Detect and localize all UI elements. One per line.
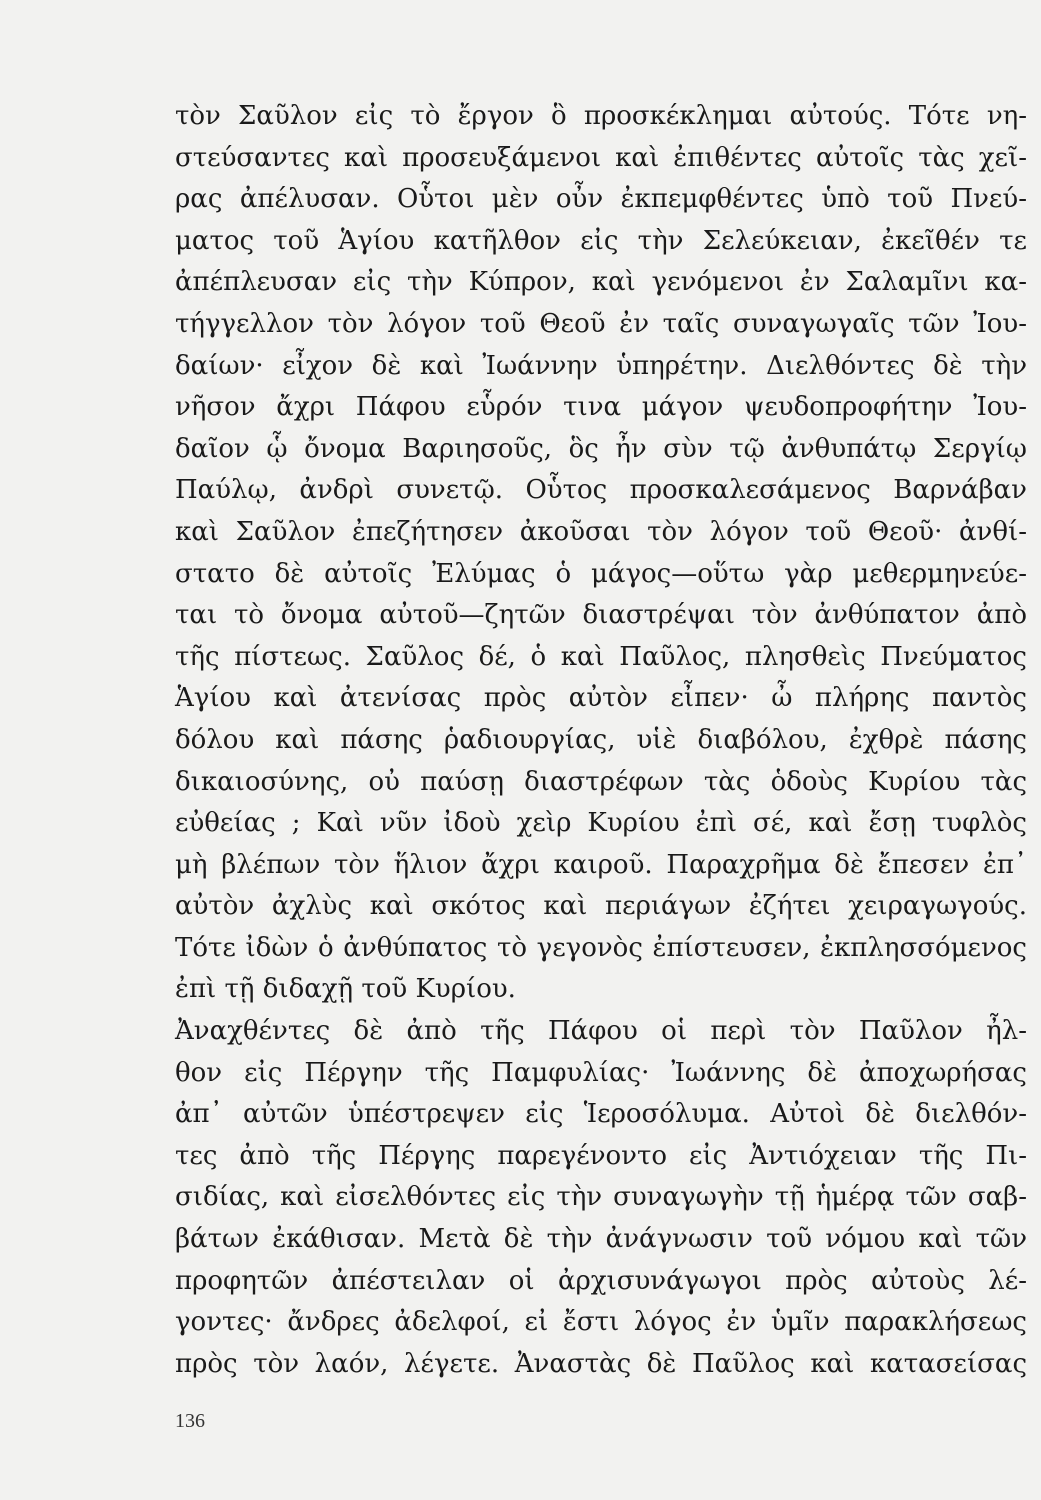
text-line: ἀπ᾽ αὐτῶν ὑπέστρεψεν εἰς Ἱεροσόλυμα. Αὐτοὶ δὲ διελθόν- bbox=[175, 1099, 1027, 1130]
text-line: καὶ Σαῦλον ἐπεζήτησεν ἀκοῦσαι τὸν λόγον τοῦ Θεοῦ· ἀνθί- bbox=[175, 516, 1027, 547]
body-text bbox=[175, 96, 1027, 1385]
text-line: στατο δὲ αὐτοῖς Ἐλύμας ὁ μάγος—οὕτω γὰρ μεθερμηνεύε- bbox=[175, 558, 1027, 589]
text-line: δόλου καὶ πάσης ῥαδιουργίας, υἱὲ διαβόλου, ἐχθρὲ πάσης bbox=[175, 724, 1027, 755]
text-line: Τότε ἰδὼν ὁ ἀνθύπατος τὸ γεγονὸς ἐπίστευσεν, ἐκπλησσόμενος bbox=[175, 932, 1027, 963]
text-line: προφητῶν ἀπέστειλαν οἱ ἀρχισυνάγωγοι πρὸς αὐτοὺς λέ- bbox=[175, 1265, 1027, 1296]
text-line: βάτων ἐκάθισαν. Μετὰ δὲ τὴν ἀνάγνωσιν τοῦ νόμου καὶ τῶν bbox=[175, 1224, 1027, 1255]
text-line: ται τὸ ὄνομα αὐτοῦ—ζητῶν διαστρέψαι τὸν ἀνθύπατον ἀπὸ bbox=[175, 600, 1027, 631]
text-line: τήγγελλον τὸν λόγον τοῦ Θεοῦ ἐν ταῖς συναγωγαῖς τῶν Ἰου- bbox=[175, 308, 1027, 339]
text-line: τες ἀπὸ τῆς Πέργης παρεγένοντο εἰς Ἀντιόχειαν τῆς Πι- bbox=[175, 1140, 1027, 1171]
text-line: τῆς πίστεως. Σαῦλος δέ, ὁ καὶ Παῦλος, πλησθεὶς Πνεύματος bbox=[175, 641, 1027, 672]
text-line: πρὸς τὸν λαόν, λέγετε. Ἀναστὰς δὲ Παῦλος καὶ κατασείσας bbox=[175, 1348, 1027, 1379]
text-line: σιδίας, καὶ εἰσελθόντες εἰς τὴν συναγωγὴν τῇ ἡμέρᾳ τῶν σαβ- bbox=[175, 1182, 1027, 1213]
text-line: αὐτὸν ἀχλὺς καὶ σκότος καὶ περιάγων ἐζήτει χειραγωγούς. bbox=[175, 891, 1027, 922]
text-line: τὸν Σαῦλον εἰς τὸ ἔργον ὃ προσκέκλημαι αὐτούς. Τότε νη- bbox=[175, 101, 1027, 131]
text-line: Παύλῳ, ἀνδρὶ συνετῷ. Οὗτος προσκαλεσάμενος Βαρνάβαν bbox=[175, 475, 1027, 506]
text-line: Ἁγίου καὶ ἀτενίσας πρὸς αὐτὸν εἶπεν· ὦ πλήρης παντὸς bbox=[175, 683, 1027, 714]
text-line: ρας ἀπέλυσαν. Οὗτοι μὲν οὖν ἐκπεμφθέντες ὑπὸ τοῦ Πνεύ- bbox=[175, 184, 1027, 215]
text-line: δαίων· εἶχον δὲ καὶ Ἰωάννην ὑπηρέτην. Διελθόντες δὲ τὴν bbox=[175, 350, 1027, 381]
paragraph-end-line: ἐπὶ τῇ διδαχῇ τοῦ Κυρίου. bbox=[175, 974, 516, 1005]
text-line: ἀπέπλευσαν εἰς τὴν Κύπρον, καὶ γενόμενοι ἐν Σαλαμῖνι κα- bbox=[175, 267, 1027, 298]
text-line: στεύσαντες καὶ προσευξάμενοι καὶ ἐπιθέντες αὐτοῖς τὰς χεῖ- bbox=[175, 142, 1027, 173]
text-line: δαῖον ᾧ ὄνομα Βαριησοῦς, ὃς ἦν σὺν τῷ ἀνθυπάτῳ Σεργίῳ bbox=[175, 433, 1027, 464]
text-line: ματος τοῦ Ἁγίου κατῆλθον εἰς τὴν Σελεύκειαν, ἐκεῖθέν τε bbox=[175, 225, 1027, 256]
text-line: θον εἰς Πέργην τῆς Παμφυλίας· Ἰωάννης δὲ ἀποχωρήσας bbox=[175, 1057, 1027, 1088]
text-line: νῆσον ἄχρι Πάφου εὗρόν τινα μάγον ψευδοπροφήτην Ἰου- bbox=[175, 392, 1027, 423]
text-line: εὐθείας ; Καὶ νῦν ἰδοὺ χεὶρ Κυρίου ἐπὶ σέ, καὶ ἔσῃ τυφλὸς bbox=[175, 808, 1027, 839]
text-line: δικαιοσύνης, οὐ παύσῃ διαστρέφων τὰς ὁδοὺς Κυρίου τὰς bbox=[175, 766, 1027, 797]
paragraph-start-line: Ἀναχθέντες δὲ ἀπὸ τῆς Πάφου οἱ περὶ τὸν Παῦλον ἦλ- bbox=[175, 1016, 1027, 1047]
text-line: μὴ βλέπων τὸν ἥλιον ἄχρι καιροῦ. Παραχρῆμα δὲ ἔπεσεν ἐπ᾽ bbox=[175, 849, 1027, 880]
text-line: γοντες· ἄνδρες ἀδελφοί, εἰ ἔστι λόγος ἐν ὑμῖν παρακλήσεως bbox=[175, 1307, 1027, 1338]
page-number: 136 bbox=[175, 1410, 205, 1432]
